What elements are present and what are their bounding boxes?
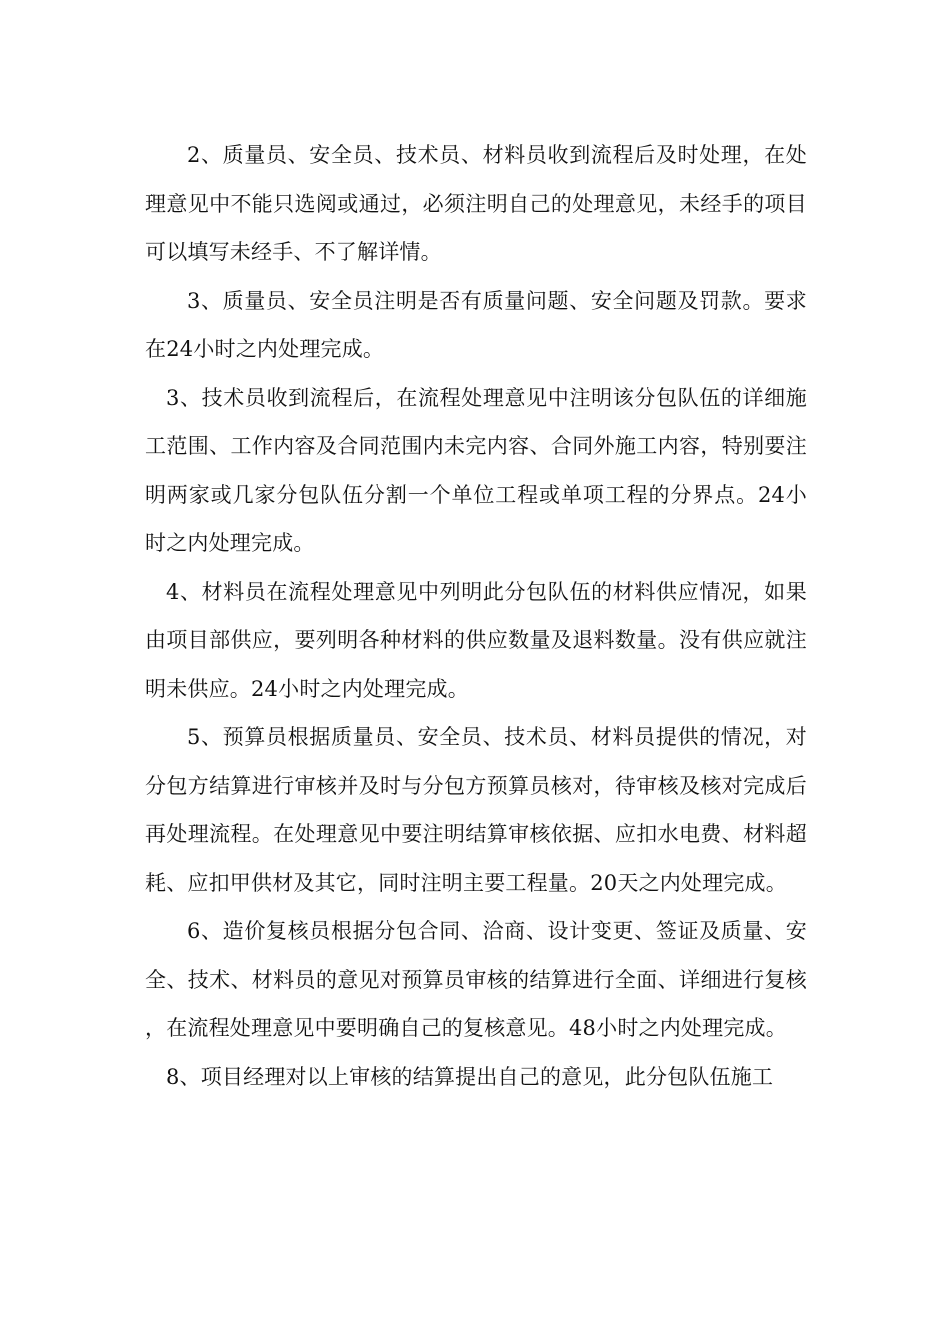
paragraph-item-6: 6、造价复核员根据分包合同、洽商、设计变更、签证及质量、安全、技术、材料员的意见对预算员审核的结算进行全面、详细进行复核，在流程处理意见中要明确自己的复核意见。48小时之内处理完成。 bbox=[145, 919, 807, 1040]
document-body bbox=[145, 131, 807, 1101]
paragraph-item-3-quality-safety: 3、质量员、安全员注明是否有质量问题、安全问题及罚款。要求在24小时之内处理完成。 bbox=[145, 288, 807, 361]
paragraph-item-3-technician: 3、技术员收到流程后，在流程处理意见中注明该分包队伍的详细施工范围、工作内容及合同范围内未完内容、合同外施工内容，特别要注明两家或几家分包队伍分割一个单位工程或单项工程的分界点。24小时之内处理完成。 bbox=[145, 385, 807, 555]
paragraph-item-2: 2、质量员、安全员、技术员、材料员收到流程后及时处理，在处理意见中不能只选阅或通过，必须注明自己的处理意见，未经手的项目可以填写未经手、不了解详情。 bbox=[145, 143, 807, 264]
paragraph-item-8: 8、项目经理对以上审核的结算提出自己的意见，此分包队伍施工 bbox=[166, 1064, 774, 1089]
paragraph-item-4: 4、材料员在流程处理意见中列明此分包队伍的材料供应情况，如果由项目部供应，要列明各种材料的供应数量及退料数量。没有供应就注明未供应。24小时之内处理完成。 bbox=[145, 579, 807, 701]
paragraph-item-5: 5、预算员根据质量员、安全员、技术员、材料员提供的情况，对分包方结算进行审核并及时与分包方预算员核对，待审核及核对完成后再处理流程。在处理意见中要注明结算审核依据、应扣水电费、材料超耗、应扣甲供材及其它，同时注明主要工程量。20天之内处理完成。 bbox=[145, 725, 807, 895]
